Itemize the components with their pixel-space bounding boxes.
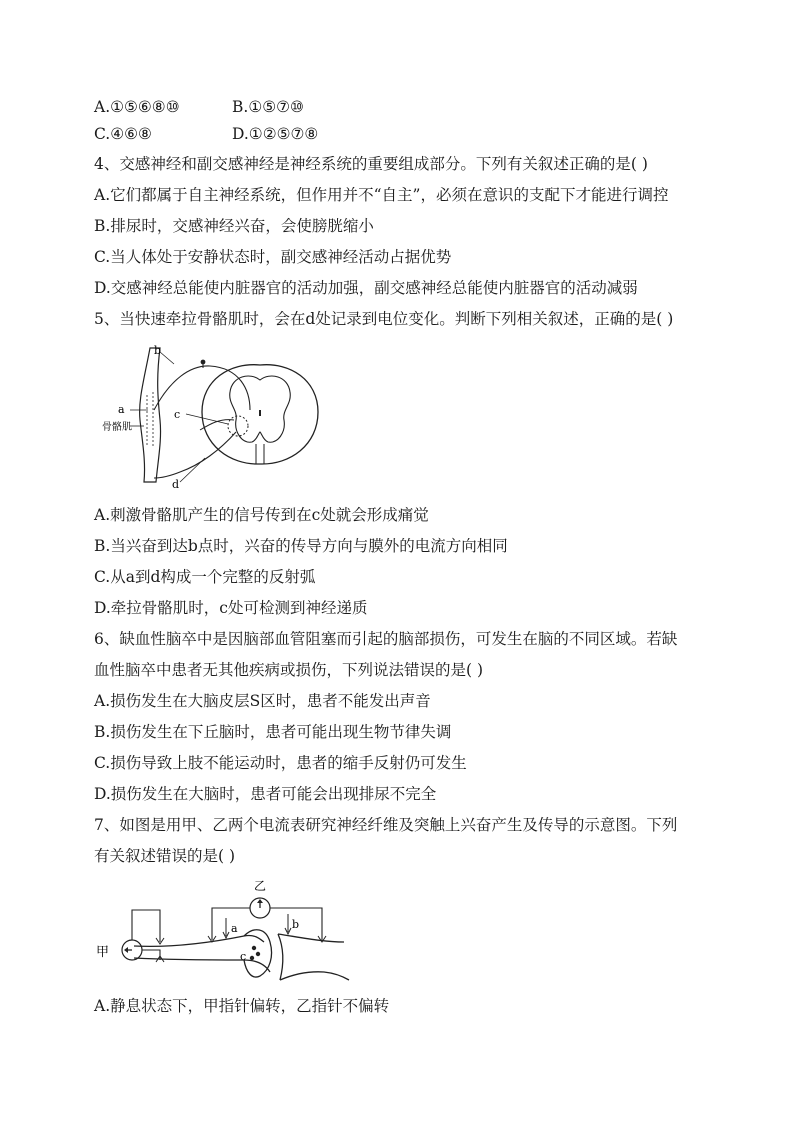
skeletal-muscle-shape — [140, 348, 161, 482]
q4-option-b: B.排尿时，交感神经兴奋，会使膀胱缩小 — [94, 217, 374, 235]
q4-option-c: C.当人体处于安静状态时，副交感神经活动占据优势 — [94, 248, 452, 266]
q4-option-a: A.它们都属于自主神经系统，但作用并不“自主”，必须在意识的支配下才能进行调控 — [94, 186, 669, 204]
q5-option-d: D.牵拉骨骼肌时，c处可检测到神经递质 — [94, 599, 368, 617]
q5-option-c: C.从a到d构成一个完整的反射弧 — [94, 568, 316, 586]
label-b-stimulus: b — [292, 918, 300, 931]
q7-stem-line-2: 有关叙述错误的是( ) — [94, 847, 236, 865]
q3-option-b: B.①⑤⑦⑩ — [232, 98, 304, 116]
ammeter-jia-wires — [132, 910, 160, 960]
q4-stem: 4、交感神经和副交感神经是神经系统的重要组成部分。下列有关叙述正确的是( ) — [94, 155, 648, 173]
q3-option-d: D.①②⑤⑦⑧ — [232, 125, 319, 143]
q3-options-row-1 — [94, 97, 304, 117]
label-yi: 乙 — [254, 879, 267, 893]
q5-stem: 5、当快速牵拉骨骼肌时，会在d处记录到电位变化。判断下列相关叙述，正确的是( ) — [94, 310, 674, 328]
q3-option-c: C.④⑥⑧ — [94, 125, 152, 143]
q7-option-a: A.静息状态下，甲指针偏转，乙指针不偏转 — [94, 997, 390, 1015]
q4-option-d: D.交感神经总能使内脏器官的活动加强，副交感神经总能使内脏器官的活动减弱 — [94, 279, 638, 297]
label-c-vesicles: c — [240, 950, 247, 963]
q3-option-a: A.①⑤⑥⑧⑩ — [94, 98, 180, 116]
label-jia: 甲 — [96, 945, 110, 960]
q6-stem-line-2: 血性脑卒中患者无其他疾病或损伤，下列说法错误的是( ) — [94, 661, 484, 679]
label-skeletal-muscle: 骨骼肌 — [102, 422, 132, 433]
label-a-stimulus: a — [231, 922, 238, 935]
q5-option-b: B.当兴奋到达b点时，兴奋的传导方向与膜外的电流方向相同 — [94, 537, 508, 555]
afferent-nerve — [154, 366, 250, 410]
label-b: b — [154, 344, 162, 357]
grey-matter — [230, 376, 291, 442]
q5-option-a: A.刺激骨骼肌产生的信号传到在c处就会形成痛觉 — [94, 506, 429, 524]
postsynaptic-membrane — [278, 934, 349, 980]
label-d: d — [172, 478, 180, 491]
q6-option-c: C.损伤导致上肢不能运动时，患者的缩手反射仍可发生 — [94, 754, 467, 772]
q6-stem-line-1: 6、缺血性脑卒中是因脑部血管阻塞而引起的脑部损伤，可发生在脑的不同区域。若缺 — [94, 630, 678, 648]
q6-option-d: D.损伤发生在大脑时，患者可能会出现排尿不完全 — [94, 785, 437, 803]
q7-ammeter-figure — [94, 876, 354, 986]
efferent-nerve — [154, 432, 236, 478]
label-c: c — [174, 408, 181, 421]
q6-option-b: B.损伤发生在下丘脑时，患者可能出现生物节律失调 — [94, 723, 452, 741]
q6-option-a: A.损伤发生在大脑皮层S区时，患者不能发出声音 — [94, 692, 431, 710]
q7-stem-line-1: 7、如图是用甲、乙两个电流表研究神经纤维及突触上兴奋产生及传导的示意图。下列 — [94, 816, 678, 834]
label-a: a — [118, 403, 125, 416]
nerve-fiber — [134, 935, 270, 972]
q5-spinal-cord-figure — [102, 340, 350, 491]
q3-options-row-2 — [94, 124, 318, 144]
